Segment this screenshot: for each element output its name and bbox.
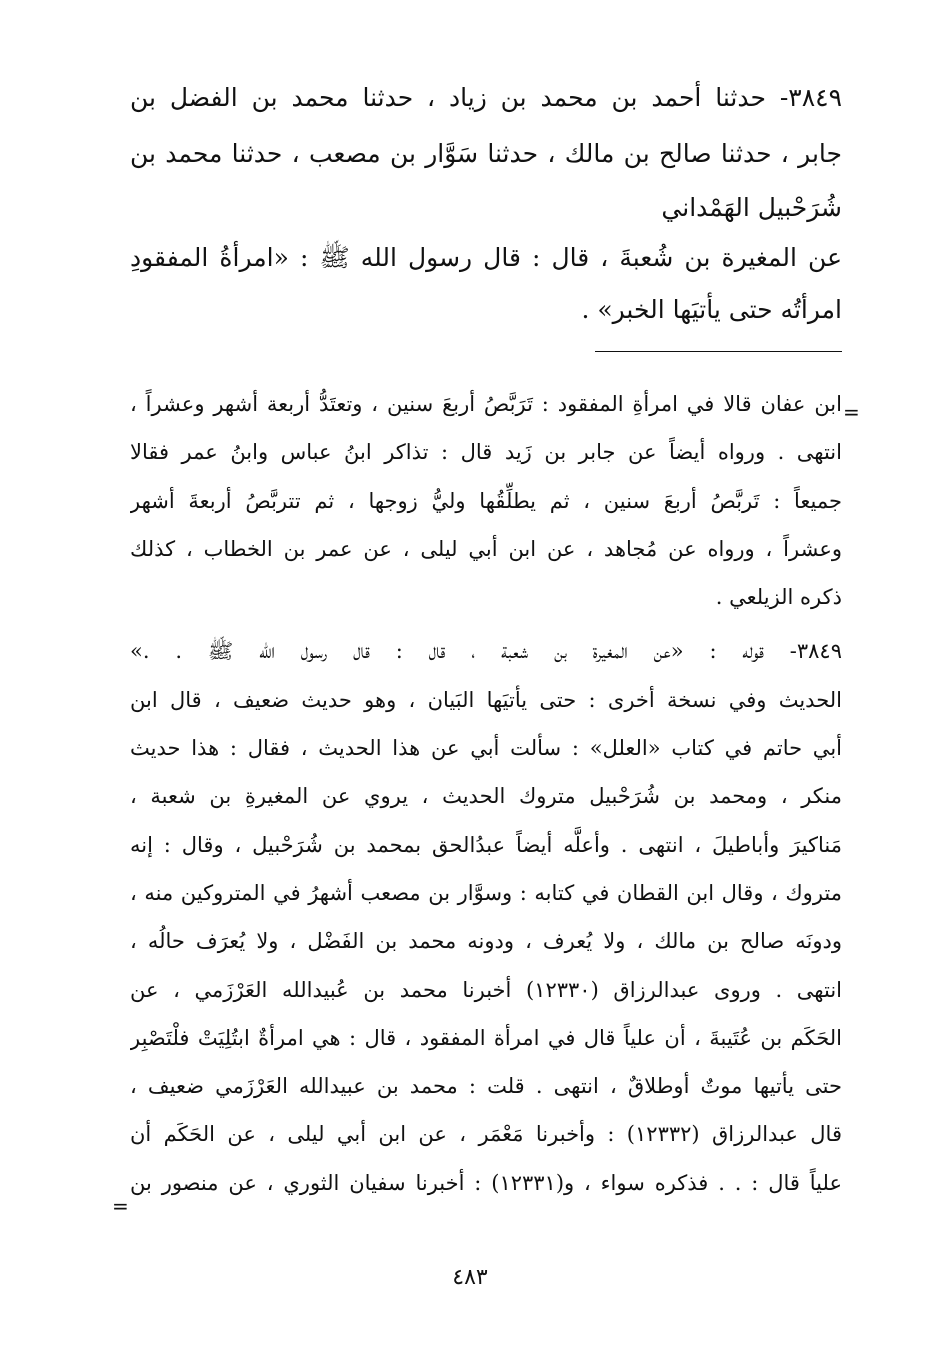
- note-line: ودونَه صالح بن مالك ، ولا يُعرف ، ودونه محمد بن الفَضْل ، ولا يُعرَف حالُه ،: [130, 929, 842, 954]
- footnote-line: جميعاً : تَربَّصُ أربعَ سنين ، ثم يطلِّقُها وليُّ زوجها ، ثم تتربَّصُ أربعةَ أشهر: [130, 488, 842, 513]
- note-line: مَناكيرَ وأباطيلَ ، انتهى . وأعلَّه أيضاً عبدُالحق بمحمد بن شُرَحْبيل ، وقال : إنه: [130, 832, 842, 857]
- note-line: متروك ، وقال ابن القطان في كتابه : وسوَّار بن مصعب أشهرُ في المتروكين منه ،: [130, 880, 842, 905]
- note-line: علياً قال : . . فذكره سواء ، و(١٢٣٣١) : أخبرنا سفيان الثوري ، عن منصور بن: [130, 1170, 842, 1195]
- note-line: أبي حاتم في كتاب «العلل» : سألت أبي عن هذا الحديث ، فقال : هذا حديث: [130, 736, 842, 761]
- footnote-line: ذكره الزيلعي .: [715, 585, 842, 610]
- footnote-line: انتهى . ورواه أيضاً عن جابر بن زَيد قال : تذاكر ابنُ عباس وابنُ عمر فقالا: [130, 440, 842, 465]
- hadith-text-line: عن المغيرة بن شُعبةَ ، قال : قال رسول الله ﷺ : «امرأةُ المفقودِ: [130, 243, 842, 272]
- hadith-chain-line: جابر ، حدثنا صالح بن مالك ، حدثنا سَوَّار بن مصعب ، حدثنا محمد بن: [130, 139, 842, 168]
- footnote-line: وعشراً ، ورواه عن مُجاهد ، عن ابن أبي ليلى ، عن عمر بن الخطاب ، كذلك: [130, 536, 842, 561]
- hadith-chain-line: شُرَحْبيل الهَمْداني: [661, 193, 842, 222]
- footnotes: [130, 380, 842, 1207]
- note-line: ٣٨٤٩- قوله : «عن المغيرة بن شعبة ، قال : قال رسول الله ﷺ . .»: [130, 639, 842, 664]
- continuation-mark-start: =: [843, 400, 860, 424]
- continuation-mark-end: =: [112, 1194, 129, 1218]
- note-line: انتهى . وروى عبدالرزاق (١٢٣٣٠) أخبرنا محمد بن عُبيدالله العَرْزَمي ، عن: [130, 977, 842, 1002]
- note-line: حتى يأتيها موتٌ أوطلاقٌ ، انتهى . قلت : محمد بن عبيدالله العَرْزَمي ضعيف ،: [130, 1074, 842, 1099]
- note-line: الحَكَم بن عُتَيبةَ ، أن علياً قال في امرأة المفقود ، قال : هي امرأةٌ ابتُلِيَتْ فلْتَصْبِر: [130, 1025, 842, 1050]
- footnote-line: ابن عفان قالا في امرأةِ المفقود : تَرَبَّصُ أربعَ سنين ، وتعتَدُّ أربعة أشهر وعشراً ،: [130, 392, 842, 416]
- hadith-text: [130, 232, 842, 336]
- note-line: منكر ، ومحمد بن شُرَحْبيل متروك الحديث ، يروي عن المغيرةِ بن شعبة ،: [130, 784, 842, 809]
- note-line: الحديث وفي نسخة أخرى : حتى يأتيَها البَيان ، وهو حديث ضعيف ، قال ابن: [130, 687, 842, 712]
- footnote-divider: [595, 351, 842, 352]
- hadith-chain-line: ٣٨٤٩- حدثنا أحمد بن محمد بن زياد ، حدثنا محمد بن الفضل بن: [130, 83, 842, 112]
- page-number: ٤٨٣: [452, 1265, 488, 1290]
- hadith-chain: [130, 70, 842, 234]
- hadith-text-line: امرأتُه حتى يأتيَها الخبر» .: [581, 295, 842, 324]
- note-line: قال عبدالرزاق (١٢٣٣٢) : وأخبرنا مَعْمَر ، عن ابن أبي ليلى ، عن الحَكَم أن: [130, 1122, 842, 1147]
